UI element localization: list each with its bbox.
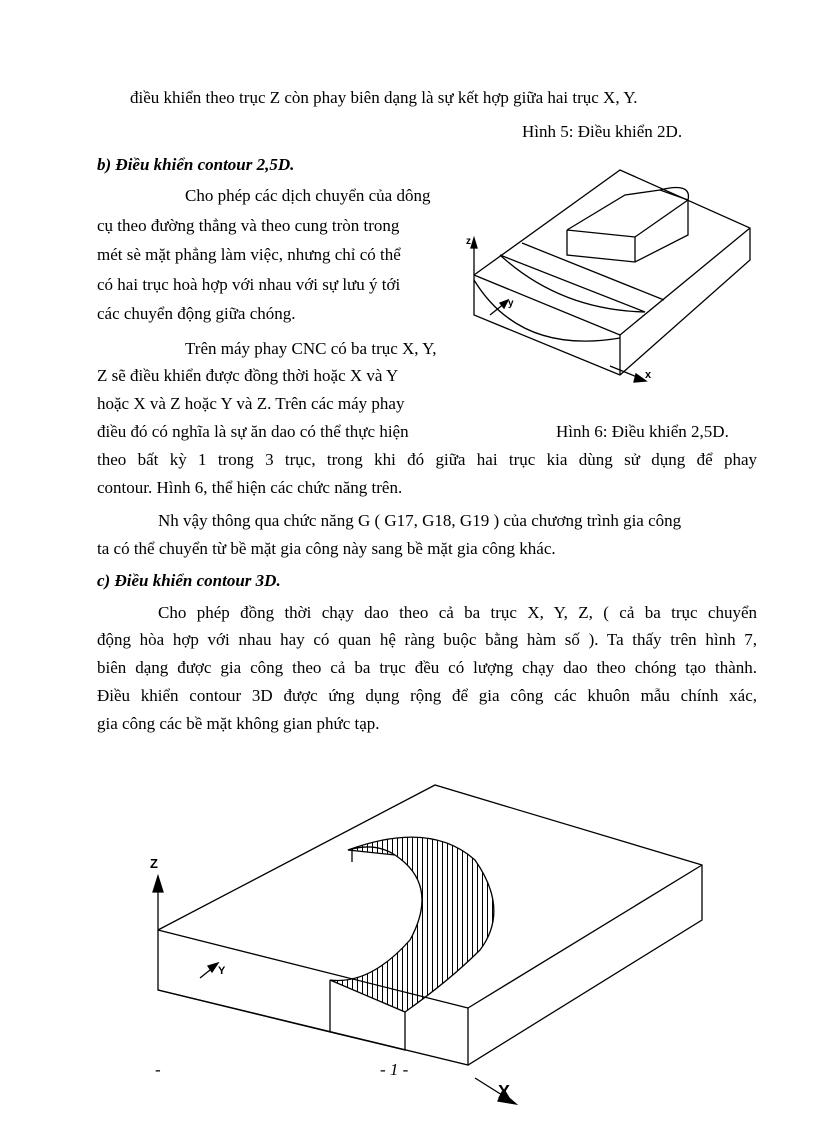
section-heading-c: c) Điều khiển contour 3D. [97,571,281,590]
x-axis-label: x [645,369,652,381]
text-line: các chuyển động giữa chóng. [97,304,296,323]
text-line: Cho phép các dịch chuyển của dông [185,186,431,205]
footer-dash: - [155,1060,161,1079]
text-line: hoặc X và Z hoặc Y và Z. Trên các máy phay [97,394,405,413]
text-line: theo bất kỳ 1 trong 3 trục, trong khi đó giữa hai trục kia dùng sử dụng để phay [97,450,757,469]
text-line: ta có thể chuyển từ bề mặt gia công này sang bề mặt gia công khác. [97,539,556,558]
text-line: điều khiển theo trục Z còn phay biên dạng là sự kết hợp giữa hai trục X, Y. [130,88,638,107]
y-axis-label: Y [218,965,226,977]
text-line: mét sè mặt phẳng làm việc, nhưng chỉ có thể [97,245,401,264]
block-top-front-edges [474,228,750,335]
text-line: cụ theo đường thẳng và theo cung tròn trong [97,216,400,235]
text-line: biên dạng được gia công theo cả ba trục đều có lượng chạy dao theo chóng tạo thành. [97,658,757,677]
section-heading-b: b) Điều khiển contour 2,5D. [97,155,295,174]
z-axis-label: z [466,236,471,247]
figure-7-drawing [130,750,750,1120]
text-line: contour. Hình 6, thể hiện các chức năng trên. [97,478,403,497]
block-right-edge [468,865,702,1008]
text-line: gia công các bề mặt không gian phức tạp. [97,714,380,733]
x-axis-label: X [498,1082,511,1102]
figure-6-drawing [460,160,760,390]
z-arrow-icon [153,876,163,892]
z-arrow-icon [471,238,477,248]
y-axis-label: y [508,298,514,309]
text-line: động hòa hợp với nhau hay có quan hệ ràng buộc bằng hàm số ). Ta thấy trên hình 7, [97,630,757,649]
text-line: Nh vậy thông qua chức năng G ( G17, G18, G19 ) của chương trình gia công [158,511,682,530]
text-line: có hai trục hoà hợp với nhau với sự lưu ý tới [97,275,401,294]
block-bottom-edge [158,990,330,1032]
block-outline [474,170,750,375]
text-line: Z sẽ điều khiển được đồng thời hoặc X và Y [97,366,399,385]
text-line: Điều khiển contour 3D được ứng dụng rộng để gia công các khuôn mẫu chính xác, [97,686,757,705]
hatched-contour-wall [330,837,494,1012]
text-line: điều đó có nghĩa là sự ăn dao có thể thực hiện [97,422,409,441]
boss-outline [567,190,688,262]
text-line: Trên máy phay CNC có ba trục X, Y, [185,339,437,358]
text-line: Cho phép đồng thời chạy dao theo cả ba trục X, Y, Z, ( cả ba trục chuyển [158,603,757,622]
z-axis-label: Z [150,856,158,871]
page-number: - 1 - [380,1060,409,1079]
figure-5-caption: Hình 5: Điều khiển 2D. [522,122,683,141]
figure-6-caption: Hình 6: Điều khiển 2,5D. [556,422,729,441]
